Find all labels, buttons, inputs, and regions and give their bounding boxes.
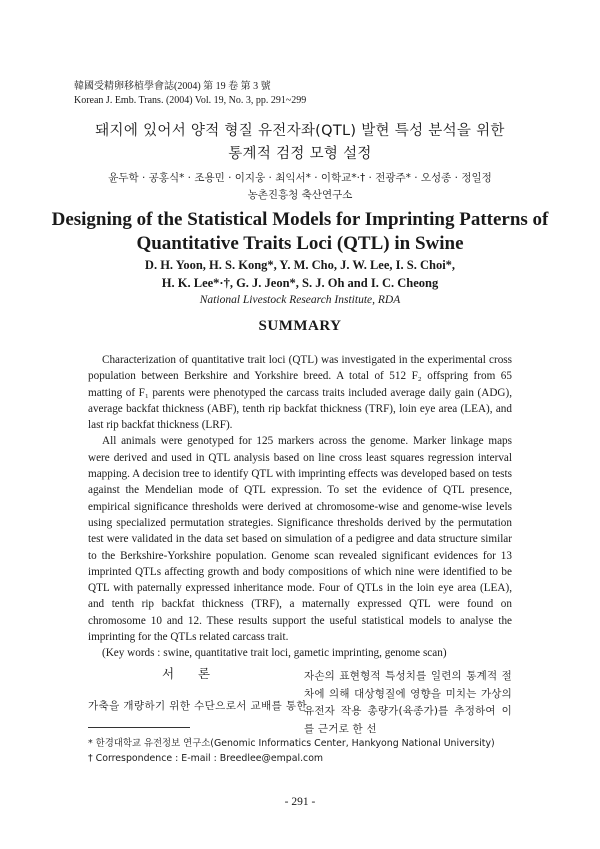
footnote-correspondence: † Correspondence : E-mail : Breedlee@empal.com: [88, 753, 324, 764]
korean-author-names: 윤두학 · 공홍식* · 조용민 · 이지웅 · 최익서* · 이학교*·† · 전광주* · 오성종 · 정일정: [108, 172, 492, 184]
intro-heading: 서 론: [161, 666, 221, 681]
summary-abstract: [88, 352, 512, 662]
english-authors: [40, 256, 560, 292]
english-authors-line-1: D. H. Yoon, H. S. Kong*, Y. M. Cho, J. W. Lee, I. S. Choi*,: [144, 258, 456, 272]
english-authors-line-2: H. K. Lee*·†, G. J. Jeon*, S. J. Oh and I. C. Cheong: [161, 276, 439, 290]
korean-title: [40, 120, 560, 166]
intro-right-column: 자손의 표현형적 특성치를 일련의 통계적 절차에 의해 대상형질에 영향을 미치는 가상의 유전자 작용 총량가(육종가)를 추정하여 이를 근거로 한 선: [304, 670, 512, 735]
english-title: [40, 208, 560, 256]
journal-citation-korean: 韓國受精卵移植學會誌(2004) 第 19 卷 第 3 號: [74, 81, 271, 92]
footnote-affiliation: * 한경대학교 유전정보 연구소(Genomic Informatics Center, Hankyong National University): [88, 738, 495, 749]
intro-left-column: [88, 666, 308, 715]
journal-citation-english: Korean J. Emb. Trans. (2004) Vol. 19, No. 3, pp. 291~299: [74, 95, 307, 106]
summary-paragraph-2: All animals were genotyped for 125 markers across the genome. Marker linkage maps were derived and used in QTL analysis based on line cross least squares regression interval mapping. A decision tree to identify QTL with imprinting effects was developed based on tests against the Mendelian mode of QTL expression. To set the evidence of QTL presence, empirical significance thresholds were derived at chromosome-wise and genome-wise levels using specialized permutation strategies. Significance thresholds derived by the permutation test were validated in the data set based on simulation of a pedigree and data structure similar to the Berkshire-Yorkshire population. Genome scan revealed significant evidences for 13 imprinted QTLs affecting growth and body compositions of which nine were identified to be QTL with paternally expressed inheritance mode. Four of QTLs in the loin eye area (LEA), and tenth rip backfat thickness (TRF), a maternally expressed QTL were found on chromosome 10 and 12. These results support the useful statistical models to analyse the imprinting for the QTLs related carcass trait.: [88, 435, 512, 644]
korean-title-line-1: 돼지에 있어서 양적 형질 유전자좌(QTL) 발현 특성 분석을 위한: [95, 123, 505, 139]
english-title-line-2: Quantitative Traits Loci (QTL) in Swine: [136, 233, 464, 254]
keywords: (Key words : swine, quantitative trait loci, gametic imprinting, genome scan): [102, 647, 447, 660]
korean-authors: [40, 170, 560, 204]
korean-affiliation: 농촌진흥청 축산연구소: [247, 189, 353, 201]
footnote-divider: [88, 727, 190, 728]
page-number: - 291 -: [284, 796, 316, 808]
korean-title-line-2: 통계적 검정 모형 설정: [228, 146, 372, 162]
footnotes: [88, 736, 512, 766]
english-affiliation: National Livestock Research Institute, RDA: [199, 294, 401, 306]
english-title-line-1: Designing of the Statistical Models for Imprinting Patterns of: [51, 209, 549, 230]
journal-citation: [74, 80, 306, 108]
intro-left-text: 가축을 개량하기 위한 수단으로서 교배를 통한: [88, 700, 308, 712]
summary-heading: SUMMARY: [258, 318, 342, 334]
summary-paragraph-1: Characterization of quantitative trait loci (QTL) was investigated in the experimental cross population between Berkshire and Yorkshire breed. A total of 512 F₂ offspring from 65 matting of F₁ parents were phenotyped the carcass traits included average daily gain (ADG), average backfat thickness (ABF), tenth rip backfat thickness (TRF), loin eye area (LEA), and last rip backfat thickness (LRF).: [88, 354, 512, 432]
